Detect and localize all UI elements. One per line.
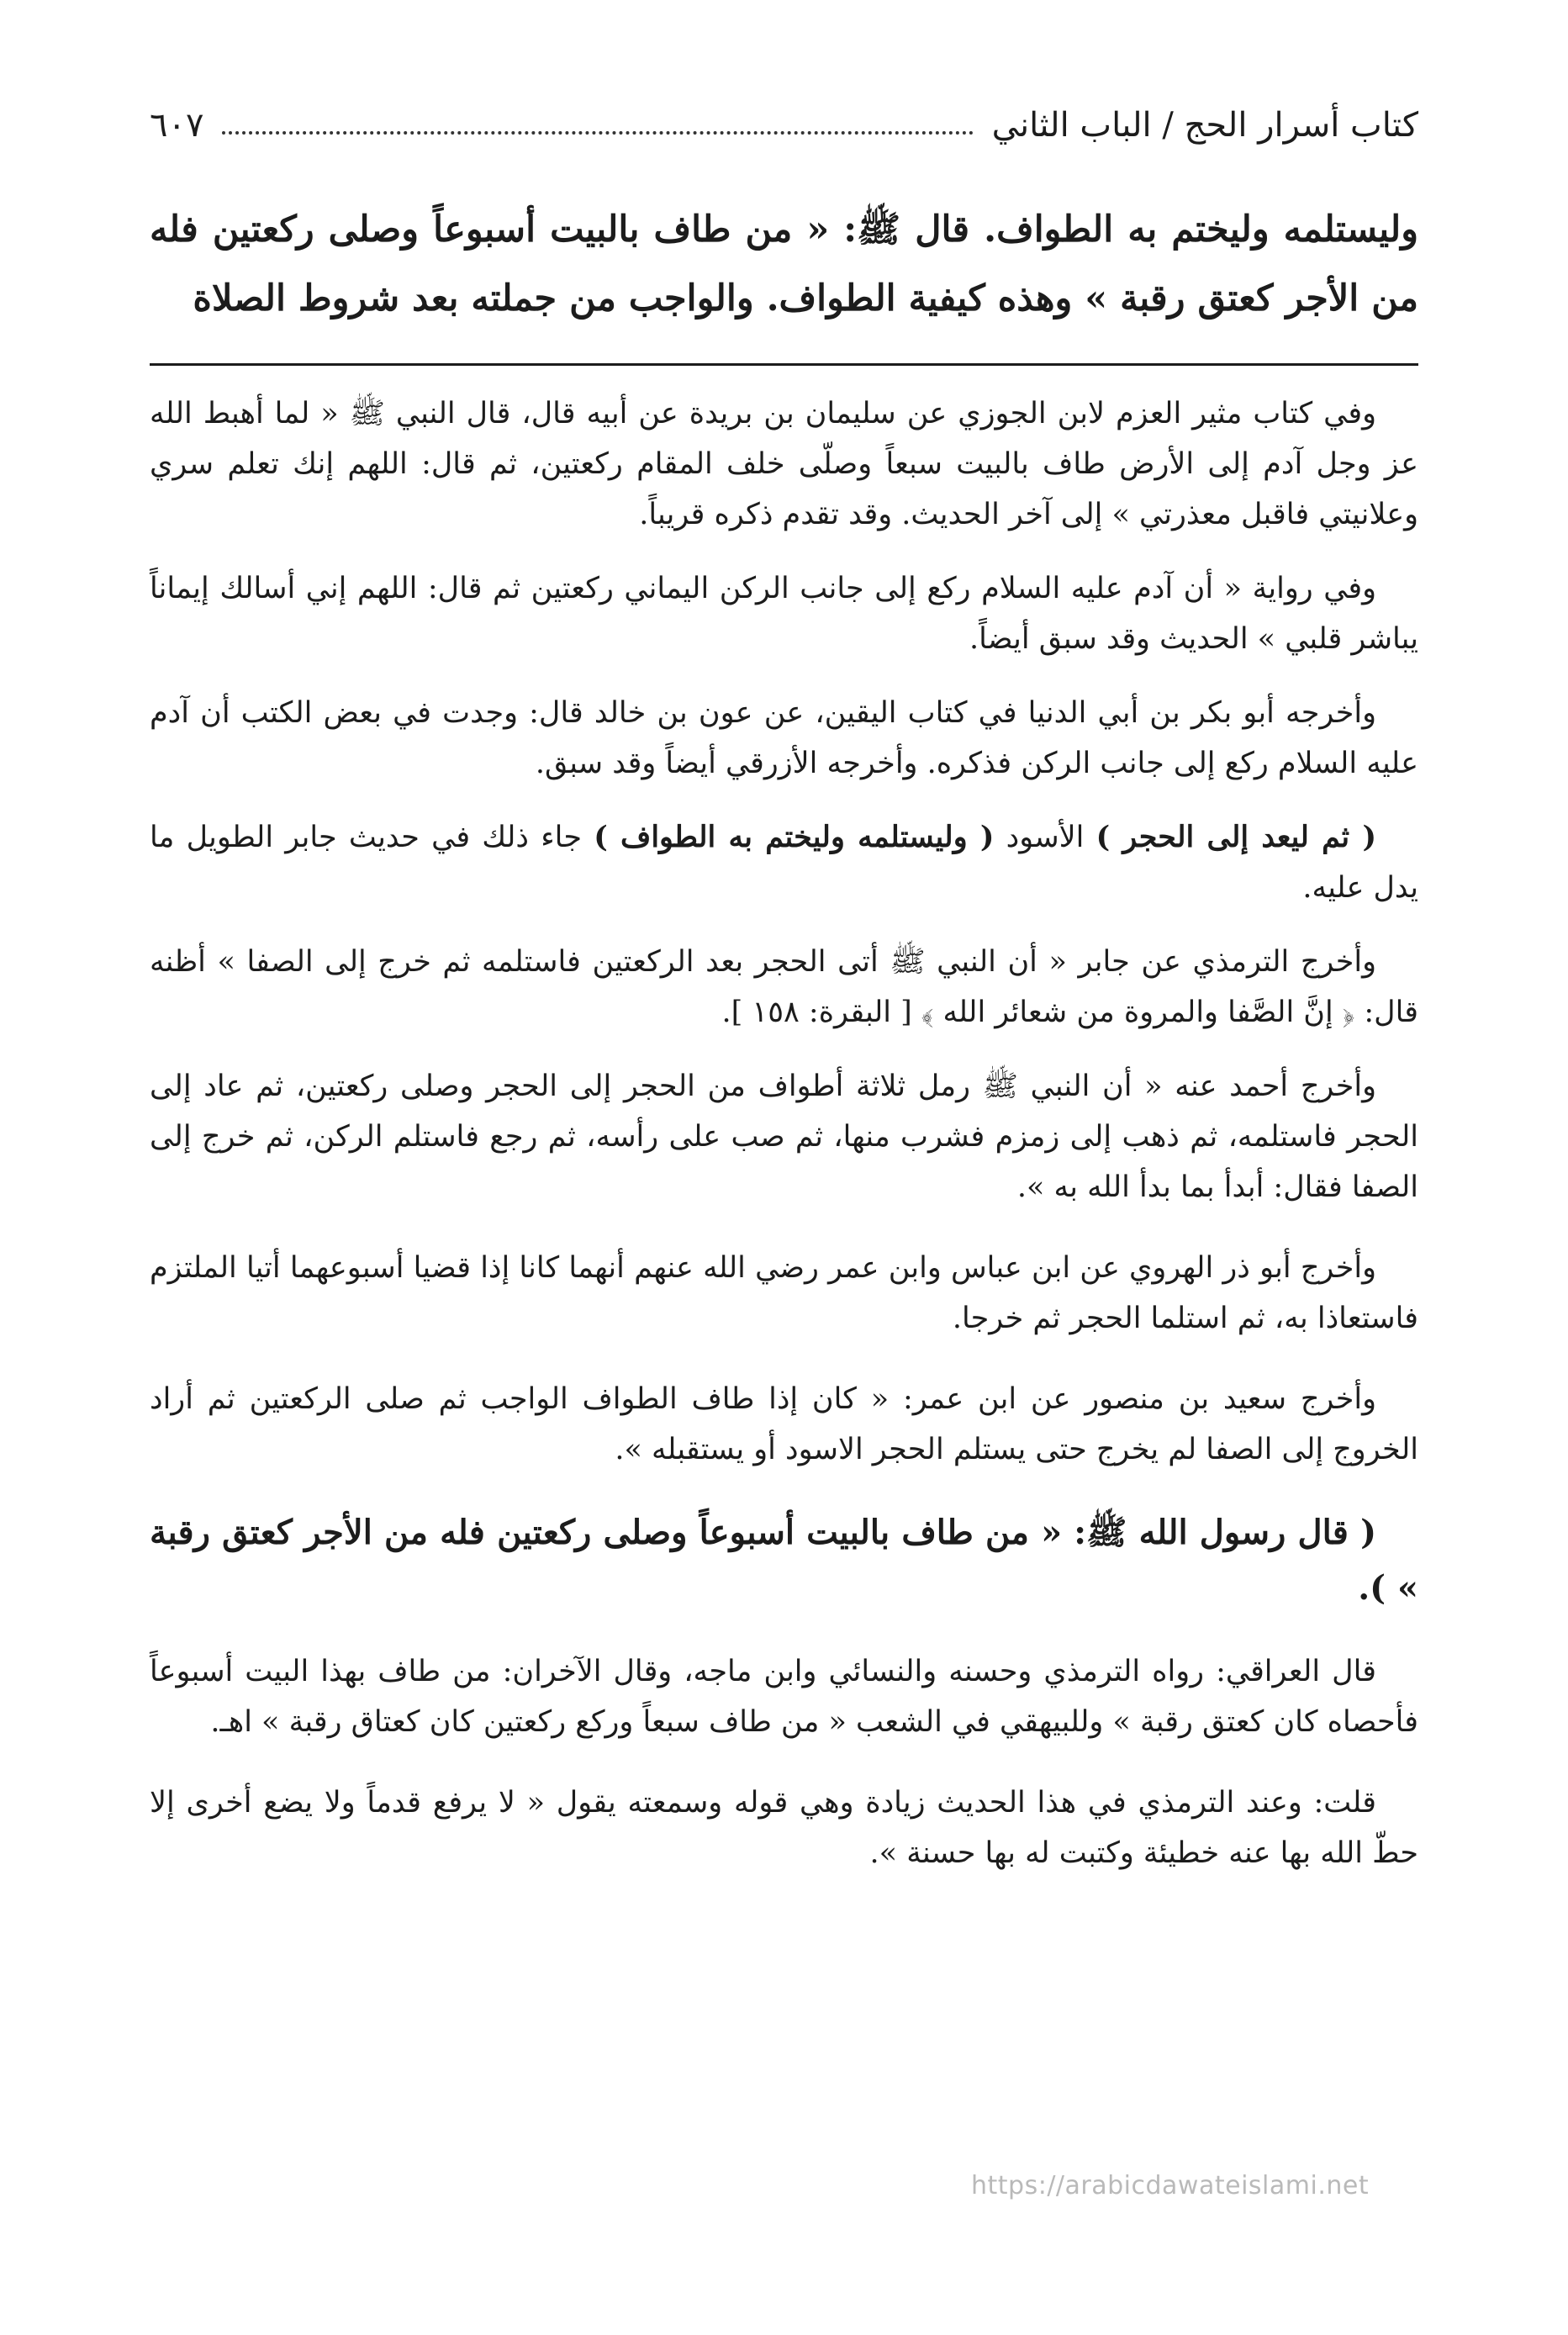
note-paragraph-4-mid: الأسود [994,821,1096,854]
chapter-title: كتاب أسرار الحج / الباب الثاني [991,106,1418,145]
running-header [150,94,1418,145]
lemma-return-to-stone: ( ثم ليعد إلى الحجر ) [1095,820,1376,854]
watermark-url: https://arabicdawateislami.net [971,2171,1370,2200]
note-paragraph-4-rest: جاء ذلك في حديث جابر الطويل ما يدل عليه. [150,821,1418,905]
lemma-touch-stone: ( وليستلمه وليختم به الطواف ) [594,820,995,854]
hadith-heading: ( قال رسول الله ﷺ: « من طاف بالبيت أسبوعاً وصلى ركعتين فله من الأجر كعتق رقبة » ). [150,1513,1418,1608]
note-paragraph-5: وأخرج الترمذي عن جابر « أن النبي ﷺ أتى الحجر بعد الركعتين فاستلمه ثم خرج إلى الصفا » أظنه قال: ﴿ إنَّ الصَّفا والمروة من شعائر الله ﴾ [ البقرة: ١٥٨ ]. [150,945,1418,1029]
page-number: ٦٠٧ [150,106,204,145]
note-paragraph-10: قال العراقي: رواه الترمذي وحسنه والنسائي وابن ماجه، وقال الآخران: من طاف بهذا البيت أسبوعاً فأحصاه كان كعتق رقبة » وللبيهقي في الشعب « من طاف سبعاً وركع ركعتين كان كعتاق رقبة » اهـ. [150,1655,1418,1739]
note-paragraph-3: وأخرجه أبو بكر بن أبي الدنيا في كتاب اليقين، عن عون بن خالد قال: وجدت في بعض الكتب أن آدم عليه السلام ركع إلى جانب الركن فذكره. وأخرجه الأزرقي أيضاً وقد سبق. [150,696,1418,780]
note-paragraph-6: وأخرج أحمد عنه « أن النبي ﷺ رمل ثلاثة أطواف من الحجر إلى الحجر وصلى ركعتين، ثم عاد إلى الحجر فاستلمه، ثم ذهب إلى زمزم فشرب منها، ثم صب على رأسه، ثم رجع فاستلم الركن، ثم خرج إلى الصفا فقال: أبدأ بما بدأ الله به ». [150,1070,1418,1204]
note-paragraph-11: قلت: وعند الترمذي في هذا الحديث زيادة وهي قوله وسمعته يقول « لا يرفع قدماً ولا يضع أخرى إلا حطّ الله بها عنه خطيئة وكتبت له بها حسنة ». [150,1786,1418,1870]
note-paragraph-4 [150,812,1418,913]
note-paragraph-2: وفي رواية « أن آدم عليه السلام ركع إلى جانب الركن اليماني ركعتين ثم قال: اللهم إني أسالك إيماناً يباشر قلبي » الحديث وقد سبق أيضاً. [150,572,1418,656]
main-paragraph: وليستلمه وليختم به الطواف. قال ﷺ: « من طاف بالبيت أسبوعاً وصلى ركعتين فله من الأجر كعتق رقبة » وهذه كيفية الطواف. والواجب من جملته بعد شروط الصلاة [150,209,1418,320]
header-leader-dots [222,131,973,135]
main-text [150,195,1418,333]
note-paragraph-1: وفي كتاب مثير العزم لابن الجوزي عن سليمان بن بريدة عن أبيه قال، قال النبي ﷺ « لما أهبط الله عز وجل آدم إلى الأرض طاف بالبيت سبعاً وصلّى خلف المقام ركعتين، ثم قال: اللهم إنك تعلم سري وعلانيتي فاقبل معذرتي » إلى آخر الحديث. وقد تقدم ذكره قريباً. [150,397,1418,531]
commentary-notes [150,388,1418,1878]
footnote-divider [150,363,1418,366]
note-paragraph-8: وأخرج سعيد بن منصور عن ابن عمر: « كان إذا طاف الطواف الواجب ثم صلى الركعتين ثم أراد الخروج إلى الصفا لم يخرج حتى يستلم الحجر الاسود أو يستقبله ». [150,1382,1418,1466]
note-paragraph-7: وأخرج أبو ذر الهروي عن ابن عباس وابن عمر رضي الله عنهم أنهما كانا إذا قضيا أسبوعهما أتيا الملتزم فاستعاذا به، ثم استلما الحجر ثم خرجا. [150,1251,1418,1335]
